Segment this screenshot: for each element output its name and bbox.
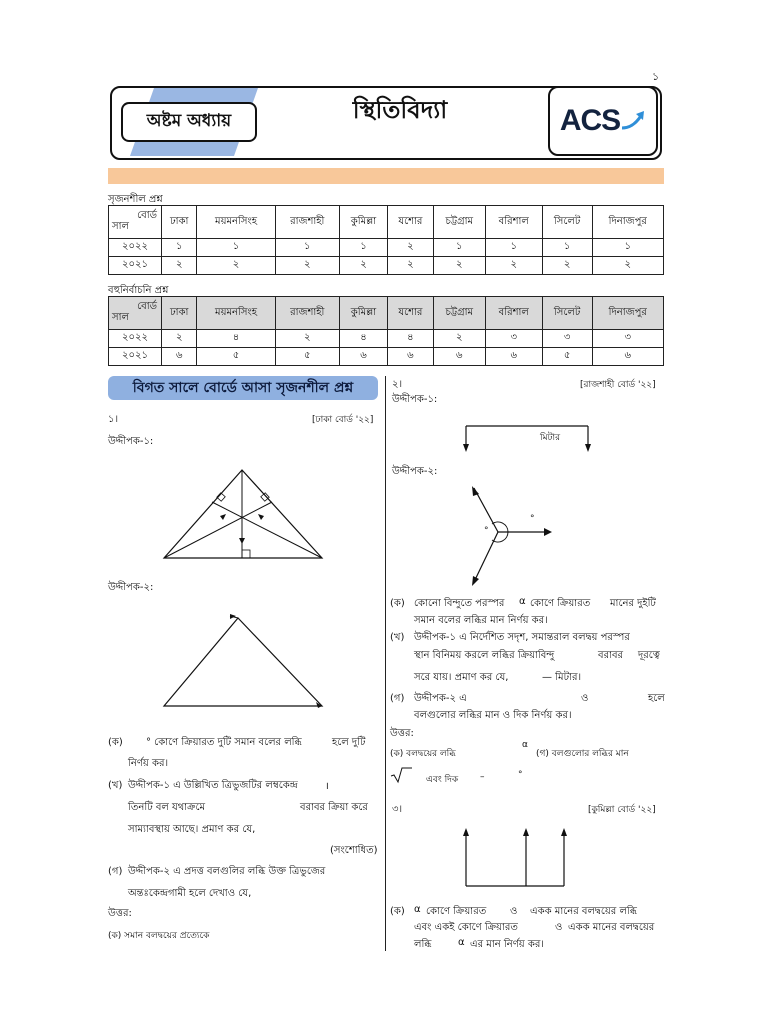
q3-ka-text2c: একক মানের বলদ্বয়ের <box>568 922 655 933</box>
table-header-row <box>109 206 664 239</box>
value-cell: ৬ <box>388 348 434 366</box>
q2-answer-ka: (ক) বলদ্বয়ের লব্ধি <box>390 749 456 759</box>
q3-ka-text2b: ও <box>555 922 563 933</box>
board-cell: কুমিল্লা <box>339 297 387 330</box>
q1-kha-text1: উদ্দীপক-১ এ উল্লিখিত ত্রিভুজটির লম্বকেন্দ্র <box>128 780 298 791</box>
table-row <box>109 239 664 257</box>
value-cell: ২ <box>162 257 197 275</box>
q1-kha-text1b: । <box>325 781 329 792</box>
logo-text: ACS <box>559 104 621 137</box>
q2-kha-text2c: দূরত্বে <box>638 650 660 661</box>
board-cell: রাজশাহী <box>275 206 339 239</box>
q2-ga-label: (গ) <box>390 693 405 704</box>
q2-kha-text2b: বরাবর <box>598 650 624 661</box>
corner-year: সাল <box>112 312 129 323</box>
creative-table-label: সৃজনশীল প্রশ্ন <box>108 194 163 205</box>
table-row <box>109 330 664 348</box>
board-cell: ময়মনসিংহ <box>197 297 275 330</box>
value-cell: ২ <box>197 257 275 275</box>
q1-ka-label: (ক) <box>108 737 123 748</box>
q1-kha-text2b: বরাবর ক্রিয়া করে <box>300 802 368 813</box>
q1-ga-text2: অন্তঃকেন্দ্রগামী হলে দেখাও যে, <box>128 888 252 899</box>
mcq-board-table <box>108 296 664 366</box>
board-cell: ঢাকা <box>162 206 197 239</box>
value-cell: ৫ <box>197 348 275 366</box>
year-cell: ২০২২ <box>109 330 162 348</box>
q2-ga-text1c: হলে <box>648 693 665 704</box>
q1-answer-label: উত্তর: <box>108 908 132 919</box>
q2-kha-text2: স্থান বিনিময় করলে লব্ধির ক্রিয়াবিন্দু <box>414 650 555 661</box>
value-cell: ১ <box>592 239 663 257</box>
value-cell: ৩ <box>485 330 542 348</box>
table-row <box>109 348 664 366</box>
table-header-row <box>109 297 664 330</box>
table-row <box>109 257 664 275</box>
q2-ka-text1: কোনো বিন্দুতে পরস্পর <box>414 598 505 609</box>
q1-ka-text2: হলে দুটি <box>332 737 366 748</box>
year-cell: ২০২১ <box>109 348 162 366</box>
value-cell: ৩ <box>542 330 592 348</box>
board-cell: যশোর <box>388 206 434 239</box>
q2-kha-label: (খ) <box>390 632 405 643</box>
board-cell: চট্টগ্রাম <box>433 206 485 239</box>
board-cell: সিলেট <box>542 297 592 330</box>
q2-meter-label: মিটার <box>540 433 561 443</box>
q2-answer-label: উত্তর: <box>390 728 414 739</box>
q3-ka-text3: লব্ধি <box>414 939 432 950</box>
q3-number: ৩। <box>392 804 403 815</box>
q2-ga-text2: বলগুলোর লব্ধির মান ও দিক নির্ণয় কর। <box>414 710 572 721</box>
value-cell: ৫ <box>275 348 339 366</box>
value-cell: ৬ <box>592 348 663 366</box>
q2-stimulus1-label: উদ্দীপক-১: <box>392 394 438 405</box>
q3-alpha: α <box>458 937 465 948</box>
year-cell: ২০২১ <box>109 257 162 275</box>
q3-alpha: α <box>414 904 421 915</box>
q1-ka-text1: ° কোণে ক্রিয়ারত দুটি সমান বলের লব্ধি <box>146 737 302 748</box>
q3-ka-text1b: ও <box>510 906 518 917</box>
q1-stimulus1-label: উদ্দীপক-১: <box>108 436 154 447</box>
chapter-title: স্থিতিবিদ্যা <box>352 95 448 124</box>
mcq-table-label: বহুনির্বাচনি প্রশ্ন <box>108 285 169 296</box>
q2-answer-direction: এবং দিক <box>426 775 459 785</box>
value-cell: ৬ <box>339 348 387 366</box>
value-cell: ১ <box>162 239 197 257</box>
value-cell: ২ <box>388 239 434 257</box>
column-divider <box>385 376 386 951</box>
q3-ka-text1: কোণে ক্রিয়ারত <box>426 906 487 917</box>
value-cell: ২ <box>485 257 542 275</box>
q2-degree-mark: ° <box>530 514 535 524</box>
q2-kha-text3b: — মিটার। <box>542 672 582 683</box>
board-cell: ময়মনসিংহ <box>197 206 275 239</box>
value-cell: ১ <box>339 239 387 257</box>
year-cell: ২০২২ <box>109 239 162 257</box>
q2-ga-text1b: ও <box>581 693 589 704</box>
corner-cell <box>109 297 162 330</box>
q2-ga-text1: উদ্দীপক-২ এ <box>414 693 467 704</box>
q2-ka-text1c: মানের দুইটি <box>610 598 656 609</box>
corner-year: সাল <box>112 221 129 232</box>
board-cell: সিলেট <box>542 206 592 239</box>
q2-alpha: α <box>519 596 526 607</box>
value-cell: ৬ <box>433 348 485 366</box>
q2-ka-text2: সমান বলের লব্ধির মান নির্ণয় কর। <box>414 615 548 626</box>
value-cell: ১ <box>197 239 275 257</box>
corner-board: বোর্ড <box>137 301 157 312</box>
q2-answer-ga: (গ) বলগুলোর লব্ধির মান <box>536 749 629 759</box>
q2-ka-label: (ক) <box>390 598 405 609</box>
value-cell: ৬ <box>485 348 542 366</box>
parallel-forces-figure <box>460 420 600 454</box>
value-cell: ৪ <box>197 330 275 348</box>
value-cell: ২ <box>433 257 485 275</box>
value-cell: ৫ <box>542 348 592 366</box>
q2-source: [রাজশাহী বোর্ড '২২] <box>580 380 656 390</box>
value-cell: ৪ <box>388 330 434 348</box>
section-banner: বিগত সালে বোর্ডে আসা সৃজনশীল প্রশ্ন <box>108 376 378 400</box>
value-cell: ২ <box>339 257 387 275</box>
q3-source: [কুমিল্লা বোর্ড '২২] <box>588 805 656 815</box>
q2-answer-degree: ° <box>518 770 523 780</box>
logo-arrow-icon <box>620 110 646 132</box>
triangle-orthocenter-figure <box>160 466 330 562</box>
chapter-label: অষ্টম অধ্যায় <box>121 102 257 142</box>
value-cell: ১ <box>275 239 339 257</box>
triangle-forces-figure <box>160 612 330 712</box>
q3-ka-label: (ক) <box>390 906 405 917</box>
value-cell: ২ <box>388 257 434 275</box>
q2-ka-text1b: কোণে ক্রিয়ারত <box>530 598 591 609</box>
value-cell: ২ <box>542 257 592 275</box>
value-cell: ২ <box>433 330 485 348</box>
value-cell: ১ <box>542 239 592 257</box>
board-cell: যশোর <box>388 297 434 330</box>
corner-board: বোর্ড <box>137 210 157 221</box>
q1-ga-label: (গ) <box>108 866 123 877</box>
q2-kha-text1: উদ্দীপক-১ এ নির্দেশিত সদৃশ, সমান্তরাল বলদ্বয় পরস্পর <box>414 632 630 643</box>
sqrt-icon <box>390 766 412 784</box>
board-cell: দিনাজপুর <box>592 297 663 330</box>
corner-cell <box>109 206 162 239</box>
acs-logo <box>548 86 658 156</box>
q1-kha-label: (খ) <box>108 780 123 791</box>
q2-kha-text3: সরে যায়। প্রমাণ কর যে, <box>414 672 509 683</box>
q3-ka-text3b: এর মান নির্ণয় কর। <box>470 939 544 950</box>
board-cell: রাজশাহী <box>275 297 339 330</box>
q3-ka-text2: এবং একই কোণে ক্রিয়ারত <box>414 922 518 933</box>
q1-source: [ঢাকা বোর্ড '২২] <box>312 415 374 425</box>
q2-answer-dash: – <box>480 772 485 782</box>
board-cell: কুমিল্লা <box>339 206 387 239</box>
concurrent-forces-figure <box>466 486 566 588</box>
value-cell: ১ <box>433 239 485 257</box>
q2-number: ২। <box>392 379 403 390</box>
value-cell: ১ <box>485 239 542 257</box>
board-cell: ঢাকা <box>162 297 197 330</box>
q1-kha-text2: তিনটি বল যথাক্রমে <box>128 802 206 813</box>
q1-kha-text3: সাম্যাবস্থায় আছে। প্রমাণ কর যে, <box>128 824 256 835</box>
q1-ga-text1: উদ্দীপক-২ এ প্রদত্ত বলগুলির লব্ধি উক্ত ত্রিভুজের <box>128 866 326 877</box>
q1-kha-note: (সংশোধিত) <box>330 845 378 856</box>
q2-answer-alpha: α <box>522 740 528 750</box>
board-cell: দিনাজপুর <box>592 206 663 239</box>
q1-answer-ka: (ক) সমান বলদ্বয়ের প্রত্যেকে <box>108 931 210 941</box>
board-cell: বরিশাল <box>485 297 542 330</box>
value-cell: ২ <box>275 330 339 348</box>
value-cell: ২ <box>162 330 197 348</box>
q1-stimulus2-label: উদ্দীপক-২: <box>108 582 154 593</box>
creative-board-table <box>108 205 664 275</box>
board-cell: বরিশাল <box>485 206 542 239</box>
value-cell: ৪ <box>339 330 387 348</box>
q3-ka-text1c: একক মানের বলদ্বয়ের লব্ধি <box>530 906 637 917</box>
page-number: ১ <box>652 70 660 83</box>
value-cell: ২ <box>592 257 663 275</box>
q1-ka-text3: নির্ণয় কর। <box>128 758 169 769</box>
q1-number: ১। <box>108 414 119 425</box>
value-cell: ৩ <box>592 330 663 348</box>
orange-divider <box>108 168 664 184</box>
value-cell: ৬ <box>162 348 197 366</box>
q2-degree-mark: ° <box>484 526 489 536</box>
three-forces-figure <box>460 826 572 890</box>
value-cell: ২ <box>275 257 339 275</box>
board-cell: চট্টগ্রাম <box>433 297 485 330</box>
q2-stimulus2-label: উদ্দীপক-২: <box>392 466 438 477</box>
